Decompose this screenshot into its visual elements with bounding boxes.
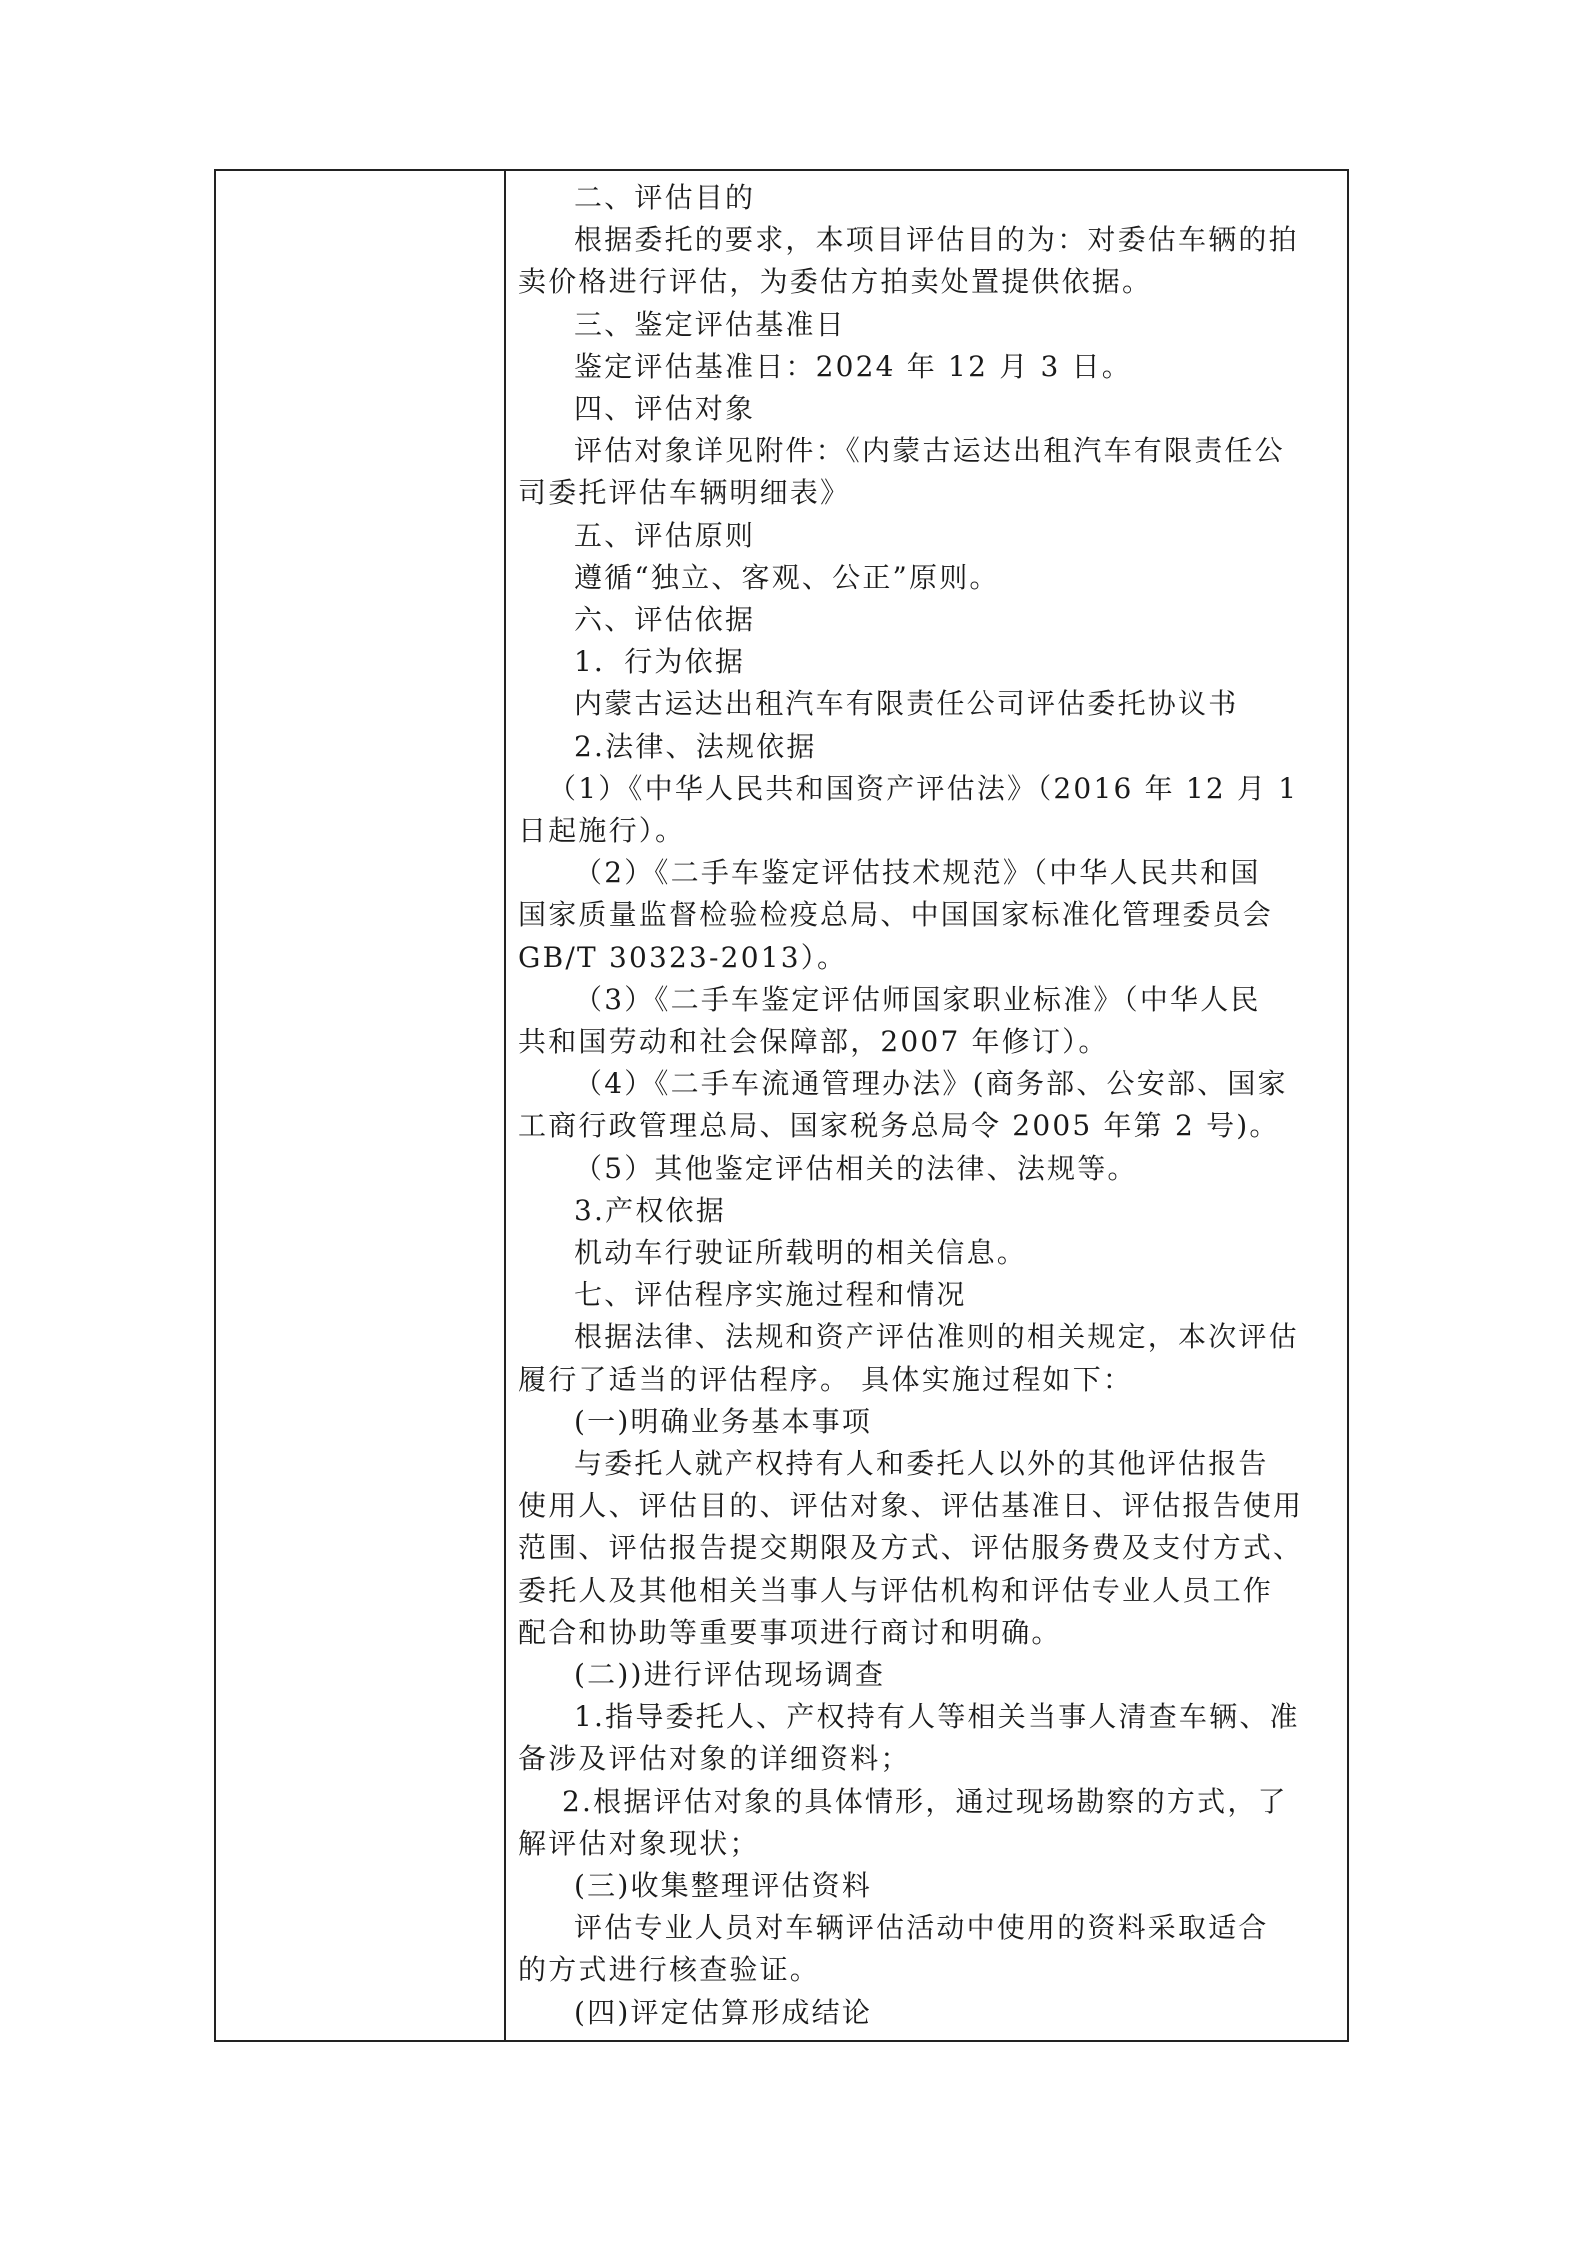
text-line: 根据委托的要求，本项目评估目的为：对委估车辆的拍: [574, 223, 1299, 257]
text-line: 使用人、评估目的、评估对象、评估基准日、评估报告使用: [518, 1489, 1304, 1523]
text-line: 1.指导委托人、产权持有人等相关当事人清查车辆、准: [574, 1700, 1300, 1734]
text-line: 2.法律、法规依据: [574, 729, 817, 763]
text-line: 共和国劳动和社会保障部，2007 年修订）。: [518, 1025, 1109, 1058]
text-line: (二))进行评估现场调查: [574, 1658, 886, 1691]
text-line: 卖价格进行评估，为委估方拍卖处置提供依据。: [518, 265, 1153, 299]
text-line: 2.根据评估对象的具体情形，通过现场勘察的方式，了: [562, 1784, 1288, 1818]
text-line: 三、鉴定评估基准日: [574, 307, 846, 341]
text-line: 五、评估原则: [574, 518, 756, 552]
table-content-cell: [506, 171, 1347, 2040]
text-line: 备涉及评估对象的详细资料；: [518, 1742, 911, 1776]
text-line: （5）其他鉴定评估相关的法律、法规等。: [574, 1151, 1138, 1185]
text-line: (四)评定估算形成结论: [574, 1995, 873, 2029]
text-line: 配合和协助等重要事项进行商讨和明确。: [518, 1615, 1062, 1649]
document-table: [214, 169, 1349, 2042]
text-line: 四、评估对象: [574, 392, 756, 425]
text-line: 范围、评估报告提交期限及方式、评估服务费及支付方式、: [518, 1531, 1304, 1565]
text-line: 1．行为依据: [574, 645, 746, 679]
text-line: 委托人及其他相关当事人与评估机构和评估专业人员工作: [518, 1573, 1274, 1607]
text-line: (一)明确业务基本事项: [574, 1404, 873, 1438]
text-line: 日起施行）。: [518, 814, 686, 847]
table-left-column: [216, 171, 506, 2040]
text-line: 鉴定评估基准日：2024 年 12 月 3 日。: [574, 349, 1133, 383]
text-line: 机动车行驶证所载明的相关信息。: [574, 1236, 1028, 1269]
text-line: 解评估对象现状；: [518, 1826, 760, 1860]
text-line: （4）《二手车流通管理办法》(商务部、公安部、国家: [574, 1067, 1288, 1101]
text-line: 与委托人就产权持有人和委托人以外的其他评估报告: [574, 1447, 1269, 1480]
text-line: 履行了适当的评估程序。 具体实施过程如下：: [518, 1362, 1134, 1396]
text-line: 六、评估依据: [574, 603, 756, 636]
text-line: 二、评估目的: [574, 181, 756, 214]
text-line: 根据法律、法规和资产评估准则的相关规定，本次评估: [574, 1320, 1299, 1354]
text-line: （3）《二手车鉴定评估师国家职业标准》（中华人民: [574, 982, 1261, 1016]
text-line: 国家质量监督检验检疫总局、中国国家标准化管理委员会: [518, 898, 1274, 932]
text-line: 内蒙古运达出租汽车有限责任公司评估委托协议书: [574, 687, 1239, 721]
text-line: 3.产权依据: [574, 1193, 726, 1227]
text-line: 司委托评估车辆明细表》: [518, 476, 851, 510]
text-line: 工商行政管理总局、国家税务总局令 2005 年第 2 号)。: [518, 1109, 1280, 1143]
text-line: 评估对象详见附件：《内蒙古运达出租汽车有限责任公: [574, 434, 1285, 468]
text-line: 的方式进行核查验证。: [518, 1953, 821, 1987]
text-line: 评估专业人员对车辆评估活动中使用的资料采取适合: [574, 1911, 1269, 1945]
text-line: GB/T 30323-2013）。: [518, 940, 848, 974]
text-line: （1）《中华人民共和国资产评估法》（2016 年 12 月 1: [548, 771, 1299, 805]
text-line: 遵循“独立、客观、公正”原则。: [574, 560, 1000, 594]
text-line: （2）《二手车鉴定评估技术规范》（中华人民共和国: [574, 856, 1261, 890]
text-line: (三)收集整理评估资料: [574, 1869, 873, 1902]
text-line: 七、评估程序实施过程和情况: [574, 1278, 967, 1312]
